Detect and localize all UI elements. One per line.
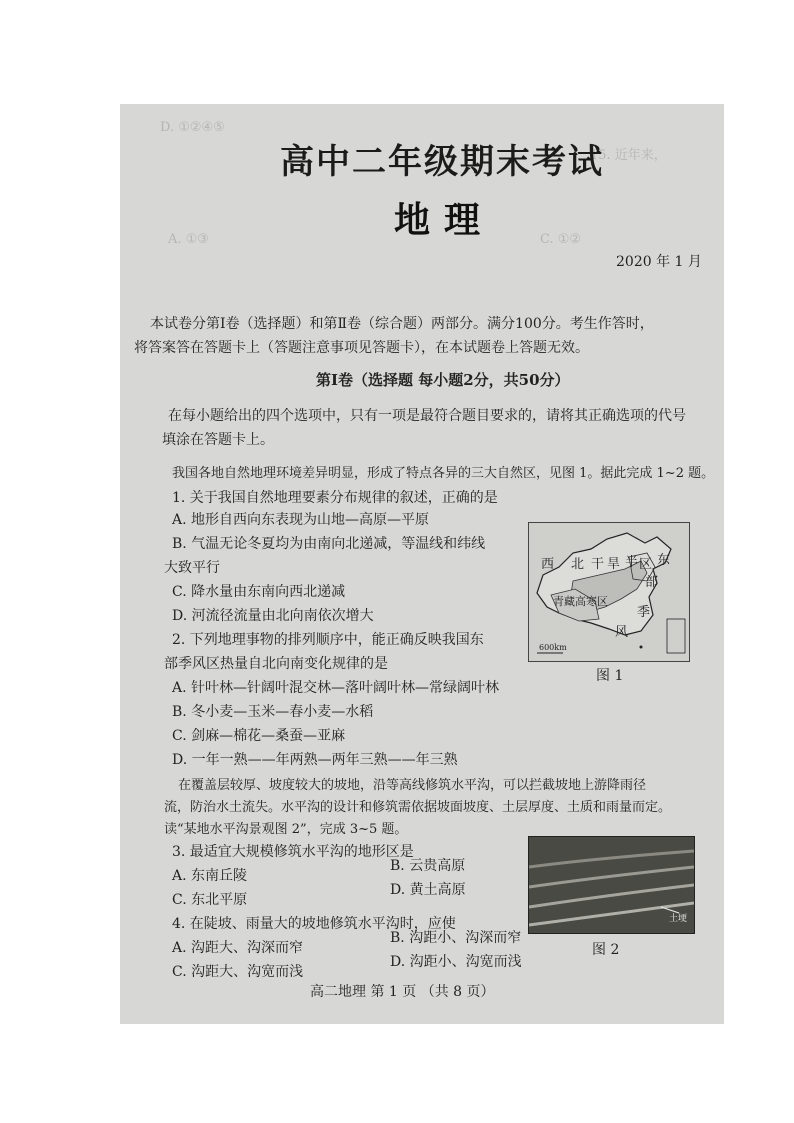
map-label: 季 [637, 605, 651, 620]
intro-text: 将答案答在答题卡上（答题注意事项见答题卡），在本试题卷上答题无效。 [134, 340, 589, 356]
option-d: D. 河流径流量由北向南依次增大 [172, 608, 374, 624]
page-footer: 高二地理 第 1 页 （共 8 页） [310, 984, 495, 1000]
question-context: 读“某地水平沟景观图 2”，完成 3~5 题。 [164, 822, 408, 837]
option-a: A. 针叶林—针阔叶混交林—落叶阔叶林—常绿阔叶林 [172, 680, 500, 696]
map-label: 风 [615, 625, 629, 640]
bleed-through-text: C. ①② [540, 232, 582, 247]
map-label: 西 [541, 557, 555, 572]
question-context: 流，防治水土流失。水平沟的设计和修筑需依据坡面坡度、土层厚度、土质和雨量而定。 [164, 800, 672, 815]
south-sea-inset [667, 619, 685, 653]
question-context: 我国各地自然地理环境差异明显，形成了特点各异的三大自然区，见图 1。据此完成 1~2 题。 [172, 466, 715, 481]
instruction-text: 填涂在答题卡上。 [162, 432, 274, 448]
photo-label: 土埂 [669, 914, 688, 924]
option-d: D. 一年一熟——年两熟—两年三熟——年三熟 [172, 752, 458, 768]
option-c: C. 东北平原 [172, 892, 248, 908]
question-stem: 1. 关于我国自然地理要素分布规律的叙述，正确的是 [172, 490, 498, 506]
option-c: C. 沟距大、沟宽而浅 [172, 964, 304, 980]
option-b: B. 云贵高原 [390, 858, 466, 874]
question-stem-cont: 部季风区热量自北向南变化规律的是 [164, 656, 388, 672]
option-a: A. 沟距大、沟深而窄 [172, 940, 304, 956]
instruction-text: 在每小题给出的四个选项中，只有一项是最符合题目要求的，请将其正确选项的代号 [168, 408, 686, 424]
option-d: D. 黄土高原 [390, 882, 466, 898]
map-label-plateau: 青藏高寒区 [553, 595, 608, 608]
map-label: 区 [639, 557, 653, 572]
figure-2-photo [528, 836, 695, 934]
option-c: C. 降水量由东南向西北递减 [172, 584, 346, 600]
exam-paper [120, 104, 724, 1024]
section-title: 第Ⅰ卷（选择题 每小题2分，共50分） [316, 371, 570, 389]
option-c: C. 剑麻—棉花—桑蚕—亚麻 [172, 728, 346, 744]
question-stem: 4. 在陡坡、雨量大的坡地修筑水平沟时，应使 [172, 916, 456, 932]
question-stem: 2. 下列地理事物的排列顺序中，能正确反映我国东 [172, 632, 484, 648]
figure-1-caption: 图 1 [596, 668, 624, 684]
exam-title: 高中二年级期末考试 [280, 142, 604, 182]
bleed-through-text: 15. 近年来， [590, 148, 667, 163]
option-b: B. 气温无论冬夏均为由南向北递减，等温线和纬线 [172, 536, 486, 552]
subject-title: 地理 [394, 199, 495, 241]
option-a: A. 东南丘陵 [172, 868, 248, 884]
option-b: B. 冬小麦—玉米—春小麦—水稻 [172, 704, 374, 720]
china-map-graphic [529, 523, 689, 661]
question-context: 在覆盖层较厚、坡度较大的坡地，沿等高线修筑水平沟，可以拦截坡地上游降雨径 [178, 778, 647, 793]
map-label: 部 [645, 575, 659, 590]
map-label: 旱 [607, 557, 621, 572]
option-b-cont: 大致平行 [164, 560, 220, 576]
figure-1-map [528, 522, 690, 662]
map-label: 北 [571, 557, 585, 572]
option-a: A. 地形自西向东表现为山地—高原—平原 [172, 512, 430, 528]
question-stem: 3. 最适宜大规模修筑水平沟的地形区是 [172, 844, 414, 860]
option-b: B. 沟距小、沟深而窄 [390, 930, 522, 946]
intro-text: 本试卷分第Ⅰ卷（选择题）和第Ⅱ卷（综合题）两部分。满分100分。考生作答时， [150, 316, 654, 332]
map-label: 东 [657, 553, 671, 568]
option-d: D. 沟距小、沟宽而浅 [390, 954, 522, 970]
map-label: 干 [591, 557, 605, 572]
map-label: 半 [625, 555, 639, 570]
figure-2-caption: 图 2 [592, 942, 620, 958]
bleed-through-text: D. ①②④⑤ [160, 120, 225, 135]
island-dot [640, 646, 643, 649]
map-scale-label: 600km [539, 643, 567, 652]
bleed-through-text: A. ①③ [168, 232, 209, 247]
exam-date: 2020 年 1 月 [616, 254, 702, 270]
